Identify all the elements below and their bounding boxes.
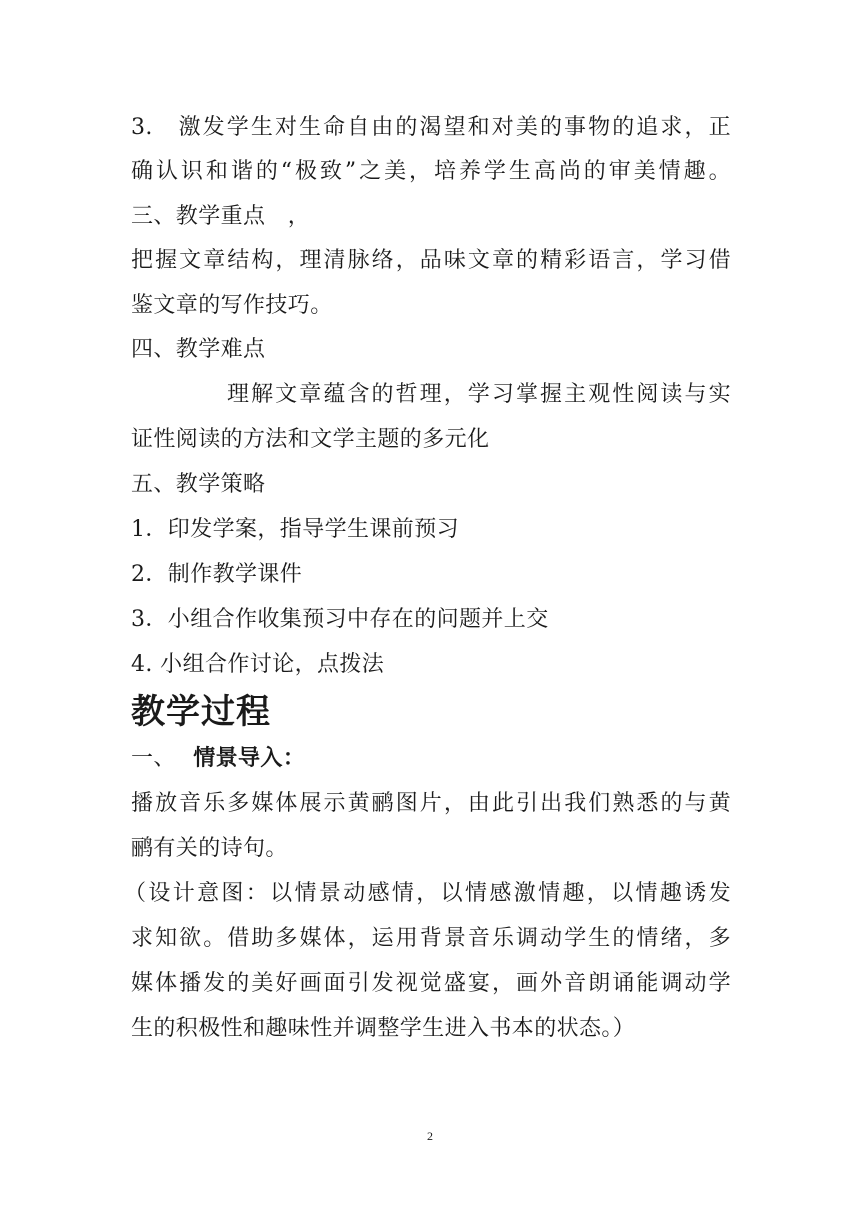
- section-1-heading: [131, 745, 731, 773]
- objective-3-line-2: 确认识和谐的“极致”之美，培养学生高尚的审美情趣。: [131, 159, 731, 184]
- design-intent-line-3: 媒体播发的美好画面引发视觉盛宴，画外音朗诵能调动学: [131, 971, 731, 996]
- strategy-item-2: 2．制作教学课件: [131, 562, 303, 587]
- strategies-heading: 五、教学策略: [131, 472, 266, 497]
- key-points-heading: 三、教学重点 ，: [131, 204, 311, 229]
- design-intent-line-4: 生的积极性和趣味性并调整学生进入书本的状态。）: [131, 1016, 636, 1041]
- design-intent-line-2: 求知欲。借助多媒体，运用背景音乐调动学生的情绪，多: [131, 926, 731, 951]
- section-1-number: 一、: [131, 746, 176, 771]
- teaching-process-title: 教学过程: [131, 692, 271, 732]
- design-intent-line-1: （设计意图：以情景动感情，以情感激情趣，以情趣诱发: [124, 881, 731, 906]
- difficulties-line-2: 证性阅读的方法和文学主题的多元化: [131, 427, 490, 452]
- key-points-line-1: 把握文章结构，理清脉络，品味文章的精彩语言，学习借: [131, 248, 731, 273]
- section-1-title: 情景导入：: [193, 746, 306, 771]
- page-number: 2: [427, 1129, 433, 1143]
- key-points-line-2: 鉴文章的写作技巧。: [131, 293, 333, 318]
- intro-line-2: 鹂有关的诗句。: [131, 836, 288, 861]
- intro-line-1: 播放音乐多媒体展示黄鹂图片，由此引出我们熟悉的与黄: [131, 791, 731, 816]
- strategy-item-4: 4. 小组合作讨论，点拨法: [131, 652, 385, 677]
- difficulties-heading: 四、教学难点: [131, 337, 266, 362]
- strategy-item-3: 3．小组合作收集预习中存在的问题并上交: [131, 607, 549, 632]
- difficulties-line-1: 理解文章蕴含的哲理，学习掌握主观性阅读与实: [227, 382, 731, 407]
- strategy-item-1: 1．印发学案，指导学生课前预习: [131, 517, 459, 542]
- objective-3-line-1: 3. 激发学生对生命自由的渴望和对美的事物的追求，正: [131, 115, 731, 140]
